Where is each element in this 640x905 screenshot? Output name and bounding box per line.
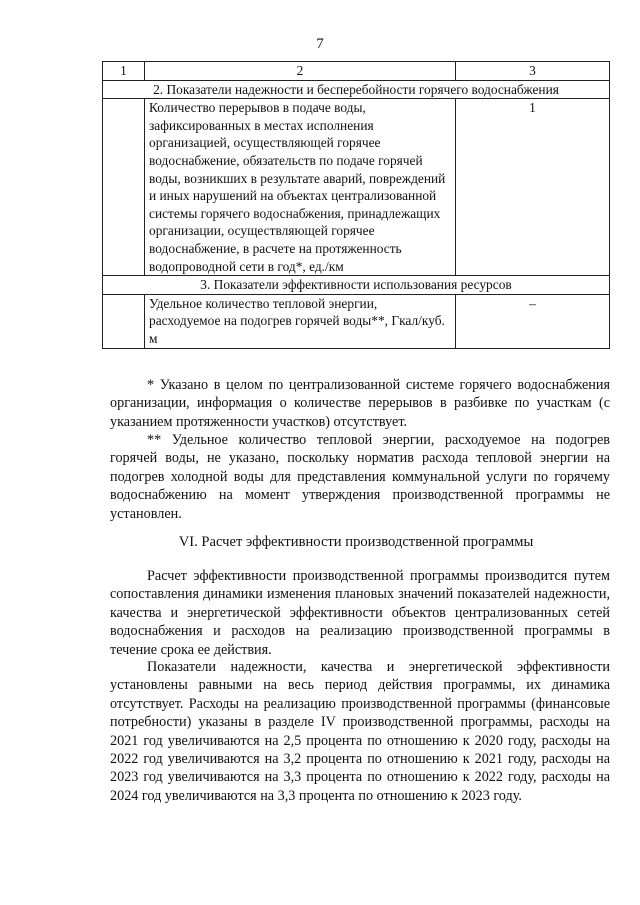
table-row xyxy=(103,294,610,348)
footnote-1: * Указано в целом по централизованной системе горячего водоснабжения организации, информация о количестве перерывов в разбивке по участкам (с указанием протяженности участков) отсутствует. xyxy=(110,377,610,430)
footnote-2: ** Удельное количество тепловой энергии, расходуемое на подогрев горячей воды, не указано, поскольку норматив расхода тепловой энергии на подогрев холодной воды для представления коммунальной услуги по горячему водоснабжению на момент утверждения производственной программы не установлен. xyxy=(110,432,610,522)
indicator-name: Количество перерывов в подаче воды, зафиксированных в местах исполнения организацией, осуществляющей горячее водоснабжение, обязательств по подаче горячей воды, возникших в результате аварий, повреждений и иных нарушений на объектах централизованной системы горячего водоснабжения, принадлежащих организации, осуществляющей горячее водоснабжение, в расчете на протяженность водопроводной сети в год*, ед./км xyxy=(145,99,456,276)
page-number: 7 xyxy=(316,36,324,52)
body-paragraph-1: Расчет эффективности производственной программы производится путем сопоставления динамики изменения плановых значений показателей надежности, качества и энергетической эффективности объектов централизованных сетей водоснабжения и расходов на реализацию производственной программы в течение срока ее действия. xyxy=(110,568,610,658)
table-header-cell: 1 xyxy=(103,62,145,81)
table-header-row xyxy=(103,62,610,81)
table-section-row xyxy=(103,276,610,295)
indicator-value: – xyxy=(456,294,610,348)
table-cell-empty xyxy=(103,294,145,348)
table-section-row xyxy=(103,80,610,99)
indicator-value: 1 xyxy=(456,99,610,276)
table-header-cell: 2 xyxy=(145,62,456,81)
indicator-name: Удельное количество тепловой энергии, расходуемое на подогрев горячей воды**, Гкал/куб. м xyxy=(145,294,456,348)
table-cell-empty xyxy=(103,99,145,276)
section-heading: VI. Расчет эффективности производственной программы xyxy=(178,534,534,550)
indicators-table xyxy=(102,61,610,349)
table-header-cell: 3 xyxy=(456,62,610,81)
section-3-title: 3. Показатели эффективности использования ресурсов xyxy=(103,276,610,295)
body-paragraph-2: Показатели надежности, качества и энергетической эффективности установлены равными на весь период действия программы, их динамика отсутствует. Расходы на реализацию производственной программы (финансовые потребности) указаны в разделе IV производственной программы, расходы на 2021 год увеличиваются на 2,5 процента по отношению к 2020 году, расходы на 2022 год увеличиваются на 3,2 процента по отношению к 2021 году, расходы на 2023 год увеличиваются на 3,3 процента по отношению к 2022 году, расходы на 2024 год увеличиваются на 3,3 процента по отношению к 2023 году. xyxy=(110,659,610,804)
section-2-title: 2. Показатели надежности и бесперебойности горячего водоснабжения xyxy=(103,80,610,99)
table-row xyxy=(103,99,610,276)
